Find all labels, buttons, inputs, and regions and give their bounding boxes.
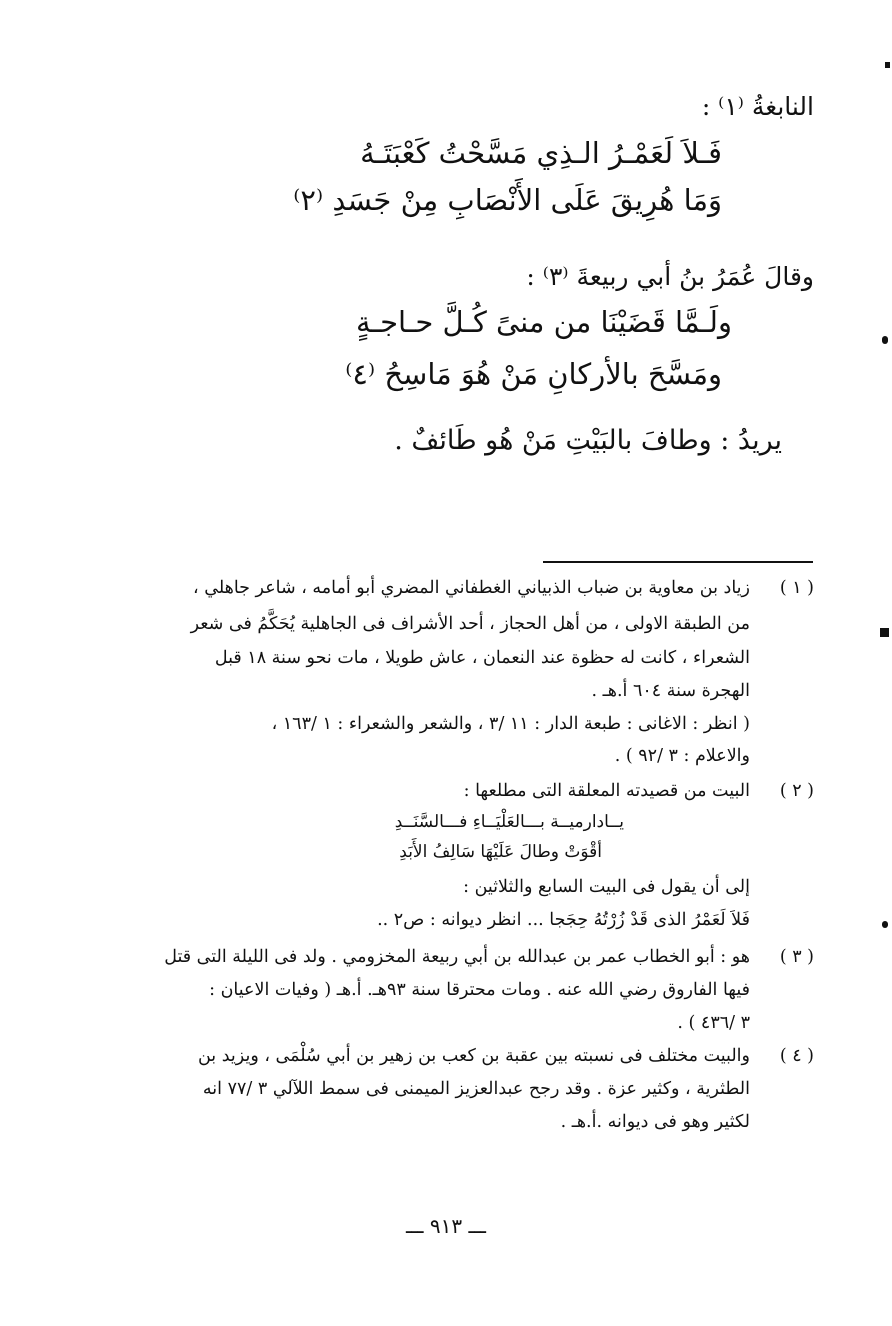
- verse-line-2: وَمَا هُرِيقَ عَلَى الأَنْصَابِ مِنْ جَسَدِ ⁽٢⁾: [293, 183, 722, 217]
- footnote-1-line-3: الشعراء ، كانت له حظوة عند النعمان ، عاش طويلا ، مات نحو سنة ١٨ قبل: [214, 648, 750, 668]
- footnote-4-number: ( ٤ ): [779, 1046, 814, 1066]
- verse-line-3: ولَـمَّا قَضَيْنَا من منىً كُـلَّ حـاجـةٍ: [356, 305, 732, 339]
- footnote-separator: [543, 561, 813, 563]
- intro-nabigha: النابغةُ ⁽١⁾ :: [701, 92, 814, 121]
- intro-umar: وقالَ عُمَرُ بنُ أبي ربيعةَ ⁽٣⁾ :: [526, 262, 814, 291]
- page-number: ـــ ٩١٣ ـــ: [405, 1214, 487, 1238]
- footnote-2-line-3: إلى أن يقول فى البيت السابع والثلاثين :: [463, 877, 750, 897]
- footnote-1-number: ( ١ ): [779, 578, 814, 598]
- footnote-3-line-1: هو : أبو الخطاب عمر بن عبدالله بن أبي ربيعة المخزومي . ولد فى الليلة التى قتل: [164, 947, 750, 967]
- footnote-3-number: ( ٣ ): [779, 947, 814, 967]
- footnote-2-number: ( ٢ ): [779, 781, 814, 801]
- footnote-4-line-1: والبيت مختلف فى نسبته بين عقبة بن كعب بن زهير بن أبي سُلْمَى ، ويزيد بن: [197, 1046, 750, 1066]
- scan-mark: [882, 336, 888, 344]
- scan-mark: [882, 921, 888, 928]
- verse-line-4: ومَسَّحَ بالأركانِ مَنْ هُوَ مَاسِحُ ⁽٤⁾: [345, 357, 722, 391]
- footnote-2-hemistich-1: يــادارميــة بـــالعَلْيَــاءِ فـــالسَّنَــدِ: [394, 812, 624, 832]
- footnote-4-line-2: الطثرية ، وكثير عزة . وقد رجح عبدالعزيز الميمنى فى سمط اللآلي ٣ /٧٧ انه: [202, 1079, 750, 1099]
- footnote-1-line-2: من الطبقة الاولى ، من أهل الحجاز ، أحد الأشراف فى الجاهلية يُحَكَّمُ فى شعر: [190, 614, 750, 634]
- explanation-line: يريدُ : وطافَ بالبَيْتِ مَنْ هُو طَائفٌ .: [394, 425, 782, 456]
- verse-line-1: فَـلاَ لَعَمْـرُ الـذِي مَسَّحْتُ كَعْبَتَـهُ: [360, 136, 722, 170]
- footnote-4-line-3: لكثير وهو فى ديوانه .أ.هـ .: [560, 1112, 750, 1132]
- footnote-3-line-3: ٣ /٤٣٦ ) .: [677, 1013, 750, 1033]
- footnote-2-line-1: البيت من قصيدته المعلقة التى مطلعها :: [463, 781, 750, 801]
- footnote-2-hemistich-2: أقْوَتْ وطالَ عَلَيْهَا سَالِفُ الأَبَدِ: [399, 842, 602, 862]
- footnote-1-line-5: ( انظر : الاغانى : طبعة الدار : ١١ /٣ ، والشعر والشعراء : ١ /١٦٣ ،: [271, 714, 750, 734]
- footnote-1-line-1: زياد بن معاوية بن ضباب الذبياني الغطفاني المضري أبو أمامه ، شاعر جاهلي ،: [193, 578, 750, 598]
- footnote-1-line-6: والاعلام : ٣ /٩٢ ) .: [614, 746, 750, 766]
- scan-mark: [880, 628, 889, 637]
- footnote-1-line-4: الهجرة سنة ٦٠٤ أ.هـ .: [591, 681, 750, 701]
- scan-mark: [885, 62, 890, 68]
- footnote-3-line-2: فيها الفاروق رضي الله عنه . ومات محترقا سنة ٩٣هـ. أ.هـ ( وفيات الاعيان :: [209, 980, 750, 1000]
- footnote-2-line-4: فَلاَ لَعَمْرُ الذى قَدْ زُرْتُهُ حِجَجا ... انظر ديوانه : ص٢ ..: [377, 910, 750, 930]
